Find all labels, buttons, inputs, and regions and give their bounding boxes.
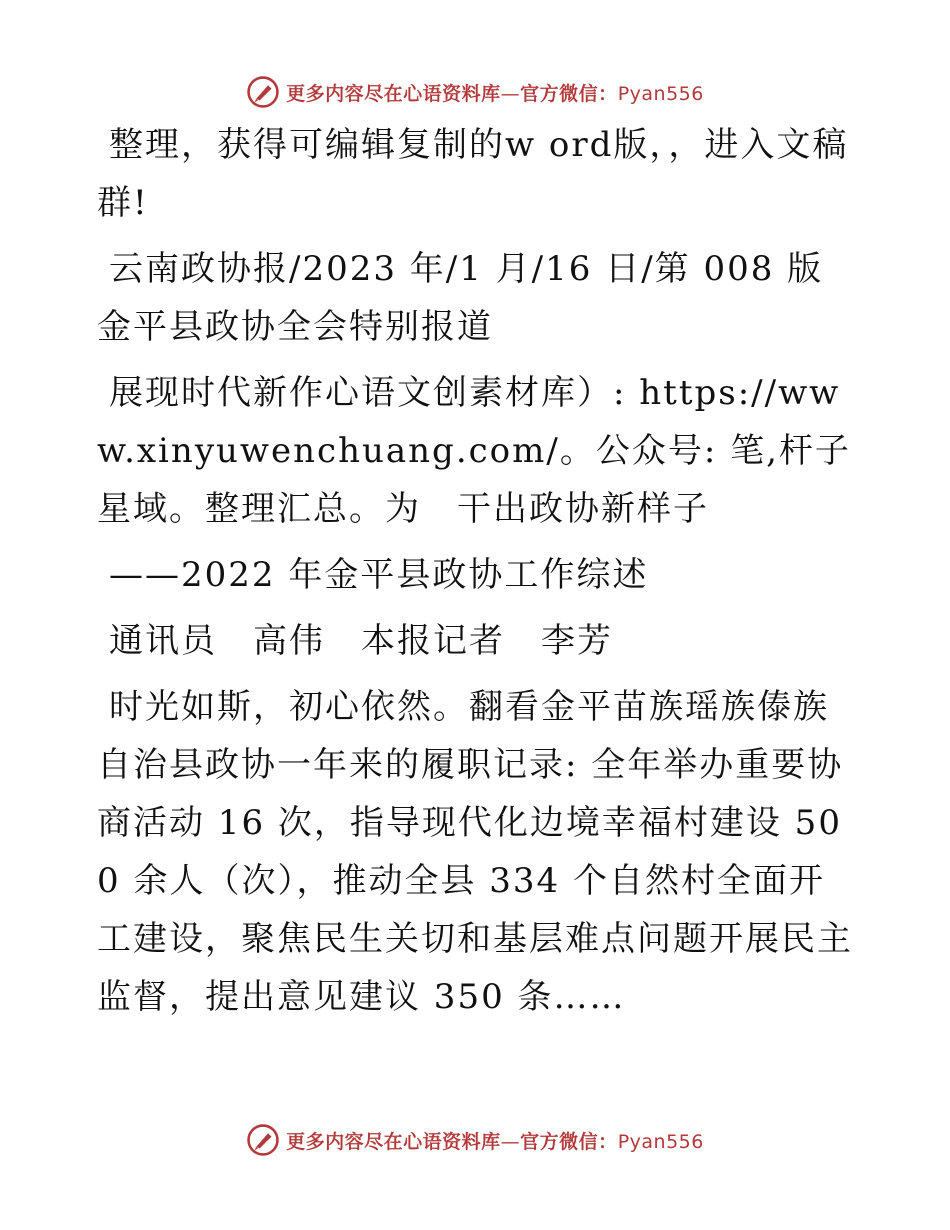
footer-watermark-banner (0, 1118, 950, 1162)
paragraph-subtitle: ——2022 年金平县政协工作综述 (109, 555, 649, 595)
footer-watermark-text: 更多内容尽在心语资料库—官方微信：Pyan556 (286, 1130, 704, 1153)
paragraph-website-title: 展现时代新作心语文创素材库）: https://www.xinyuwenchuang.com/。公众号: 笔,杆子星域。整理汇总。为 干出政协新样子 (97, 373, 851, 529)
header-watermark-banner (0, 70, 950, 114)
paragraph-byline: 通讯员 高伟 本报记者 李芳 (109, 621, 613, 661)
paragraph-notice: 整理，获得可编辑复制的w ord版，，进入文稿群! (97, 125, 849, 223)
pen-nib-circle-logo-icon (246, 1123, 280, 1157)
paragraph-body: 时光如斯，初心依然。翻看金平苗族瑶族傣族自治县政协一年来的履职记录: 全年举办重要协商活动 16 次，指导现代化边境幸福村建设 500 余人（次），推动全县 334 个自然村全面开工建设，聚焦民生关切和基层难点问题开展民主监督，提出意见建议 350 条…… (97, 687, 853, 1017)
pen-nib-circle-logo-icon (246, 75, 280, 109)
header-watermark-text: 更多内容尽在心语资料库—官方微信：Pyan556 (286, 82, 704, 105)
paragraph-source: 云南政协报/2023 年/1 月/16 日/第 008 版金平县政协全会特别报道 (97, 249, 824, 347)
document-body (97, 116, 857, 1034)
